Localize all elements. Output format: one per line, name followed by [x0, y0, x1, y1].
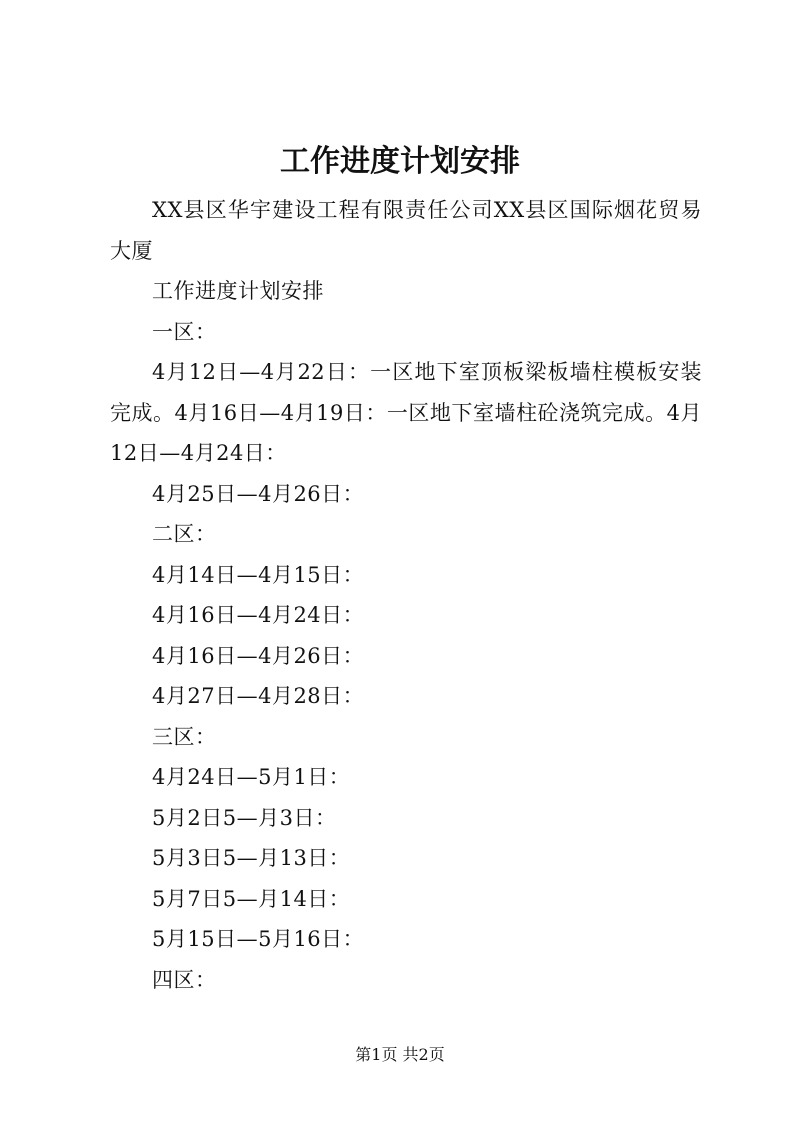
page-number-footer: 第1页 共2页: [355, 1045, 445, 1064]
paragraph-zone-3-item: 5月7日5—月14日：: [152, 886, 351, 911]
paragraph-zone-1-item: 4月25日—4月26日：: [152, 481, 365, 506]
paragraph-zone-3-item: 4月24日—5月1日：: [152, 765, 351, 789]
paragraph-zone-2-item: 4月16日—4月26日：: [152, 643, 365, 668]
document-title: 工作进度计划安排: [280, 144, 520, 179]
paragraph-zone-3-item: 5月2日5—月3日：: [152, 805, 337, 830]
paragraph-company: XX县区华宇建设工程有限责任公司XX县区国际烟花贸易大厦: [110, 198, 702, 263]
paragraph-zone-1: 一区：: [152, 319, 217, 344]
paragraph-subtitle: 工作进度计划安排: [152, 279, 324, 303]
paragraph-zone-2-item: 4月14日—4月15日：: [152, 562, 365, 587]
paragraph-zone-3: 三区：: [152, 724, 217, 749]
paragraph-zone-3-item: 5月3日5—月13日：: [152, 846, 351, 870]
paragraph-zone-1-schedule: 4月12日—4月22日：一区地下室顶板梁板墙柱模板安装完成。4月16日—4月19日：一区地下室墙柱砼浇筑完成。4月12日—4月24日：: [110, 360, 702, 465]
paragraph-zone-2-item: 4月16日—4月24日：: [152, 603, 365, 627]
paragraph-zone-4: 四区：: [152, 967, 217, 992]
paragraph-zone-2: 二区：: [152, 522, 217, 546]
paragraph-zone-2-item: 4月27日—4月28日：: [152, 684, 365, 708]
paragraph-zone-3-item: 5月15日—5月16日：: [152, 927, 365, 951]
document-body: [110, 190, 702, 1000]
